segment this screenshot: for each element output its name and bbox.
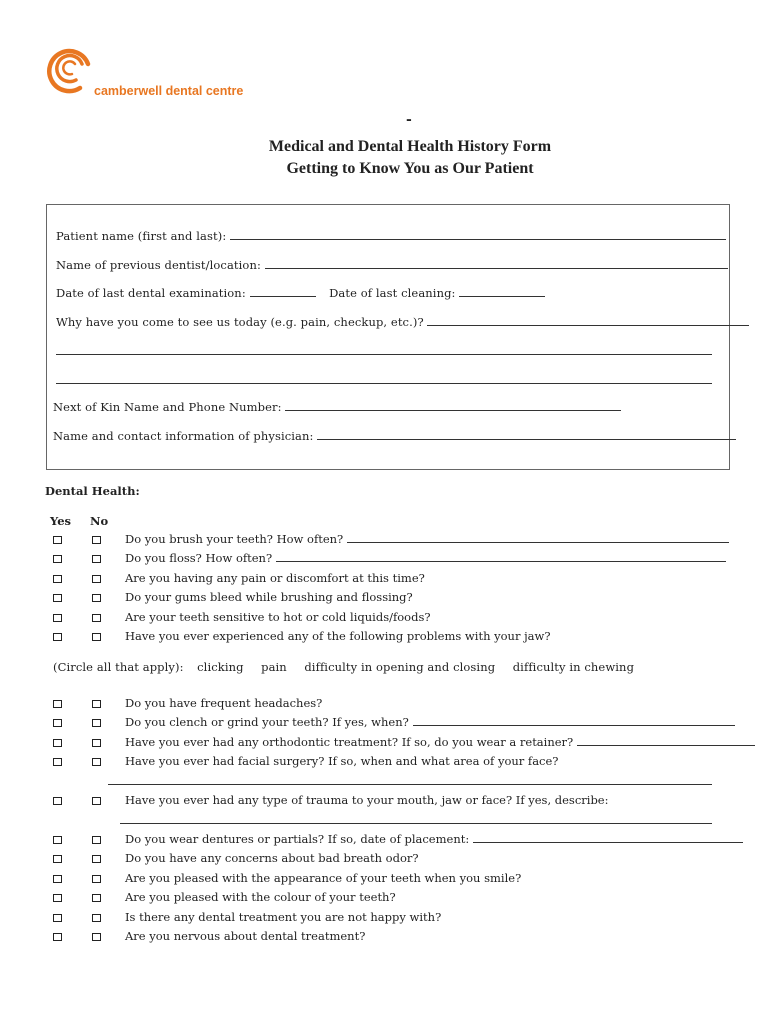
why-visit-row <box>56 315 749 329</box>
yes-checkbox[interactable] <box>53 758 62 766</box>
question-text: Are your teeth sensitive to hot or cold liquids/foods? <box>125 610 431 624</box>
question-text: Do you have any concerns about bad breath odor? <box>125 851 419 865</box>
patient-name-row <box>56 229 726 243</box>
question-row <box>125 629 551 643</box>
answer-field[interactable] <box>276 551 726 562</box>
no-checkbox[interactable] <box>92 700 101 708</box>
yes-checkbox[interactable] <box>53 633 62 641</box>
question-row <box>125 696 322 710</box>
question-row <box>125 890 396 904</box>
question-row <box>125 871 521 885</box>
no-checkbox[interactable] <box>92 594 101 602</box>
question-text: Do your gums bleed while brushing and flossing? <box>125 590 413 604</box>
trauma-question: Have you ever had any type of trauma to your mouth, jaw or face? If yes, describe: <box>125 793 609 807</box>
why-visit-line-2[interactable] <box>56 354 712 355</box>
question-row <box>125 610 431 624</box>
yes-checkbox[interactable] <box>53 836 62 844</box>
answer-field[interactable] <box>473 832 743 843</box>
separator-dash: - <box>406 112 412 128</box>
no-checkbox[interactable] <box>92 933 101 941</box>
why-visit-label: Why have you come to see us today (e.g. pain, checkup, etc.)? <box>56 315 424 329</box>
question-text: Have you ever had any orthodontic treatment? If so, do you wear a retainer? <box>125 735 574 749</box>
next-of-kin-field[interactable] <box>285 400 621 411</box>
no-checkbox[interactable] <box>92 739 101 747</box>
answer-field[interactable] <box>577 735 755 746</box>
answer-field[interactable] <box>413 715 735 726</box>
no-checkbox[interactable] <box>92 758 101 766</box>
yes-checkbox[interactable] <box>53 614 62 622</box>
no-checkbox[interactable] <box>92 614 101 622</box>
question-text: Are you having any pain or discomfort at this time? <box>125 571 425 585</box>
patient-name-field[interactable] <box>230 229 726 240</box>
circle-label: (Circle all that apply): <box>53 660 184 674</box>
question-text: Have you ever experienced any of the following problems with your jaw? <box>125 629 551 643</box>
yes-checkbox[interactable] <box>53 719 62 727</box>
last-cleaning-label: Date of last cleaning: <box>329 286 456 300</box>
answer-field[interactable] <box>347 532 729 543</box>
no-checkbox[interactable] <box>92 575 101 583</box>
last-exam-label: Date of last dental examination: <box>56 286 246 300</box>
yes-checkbox[interactable] <box>53 575 62 583</box>
last-cleaning-field[interactable] <box>459 286 545 297</box>
question-row <box>125 590 413 604</box>
previous-dentist-row <box>56 258 728 272</box>
yes-checkbox[interactable] <box>53 875 62 883</box>
no-checkbox[interactable] <box>92 875 101 883</box>
no-checkbox[interactable] <box>92 536 101 544</box>
no-checkbox[interactable] <box>92 555 101 563</box>
question-row <box>125 910 441 924</box>
yes-column-header: Yes <box>50 514 72 528</box>
question-row <box>125 754 558 768</box>
yes-checkbox[interactable] <box>53 855 62 863</box>
question-row <box>125 929 365 943</box>
question-text: Are you pleased with the appearance of your teeth when you smile? <box>125 871 522 885</box>
question-text: Do you floss? How often? <box>125 551 273 565</box>
camberwell-logo-icon <box>44 44 94 94</box>
facial-surgery-line[interactable] <box>108 784 712 785</box>
yes-checkbox[interactable] <box>53 739 62 747</box>
previous-dentist-label: Name of previous dentist/location: <box>56 258 261 272</box>
yes-checkbox[interactable] <box>53 536 62 544</box>
circle-option-difficulty-chewing[interactable]: difficulty in chewing <box>512 660 635 674</box>
previous-dentist-field[interactable] <box>265 258 728 269</box>
no-checkbox[interactable] <box>92 855 101 863</box>
why-visit-line-3[interactable] <box>56 383 712 384</box>
no-checkbox[interactable] <box>92 914 101 922</box>
next-of-kin-row <box>53 400 621 414</box>
no-column-header: No <box>90 514 109 528</box>
physician-field[interactable] <box>317 429 736 440</box>
question-row <box>125 551 726 565</box>
question-row <box>125 532 729 546</box>
question-row <box>125 851 419 865</box>
yes-checkbox[interactable] <box>53 933 62 941</box>
question-text: Is there any dental treatment you are not happy with? <box>125 910 442 924</box>
circle-option-clicking[interactable]: clicking <box>197 660 244 674</box>
physician-label: Name and contact information of physician: <box>53 429 314 443</box>
trauma-yes-checkbox[interactable] <box>53 797 62 805</box>
dental-health-heading: Dental Health: <box>45 484 140 498</box>
question-text: Have you ever had facial surgery? If so, when and what area of your face? <box>125 754 559 768</box>
why-visit-field[interactable] <box>427 315 749 326</box>
question-row <box>125 715 735 729</box>
brand-name: camberwell dental centre <box>94 84 244 98</box>
last-exam-field[interactable] <box>250 286 316 297</box>
question-text: Do you have frequent headaches? <box>125 696 323 710</box>
no-checkbox[interactable] <box>92 633 101 641</box>
form-subtitle: Getting to Know You as Our Patient <box>286 160 534 177</box>
no-checkbox[interactable] <box>92 894 101 902</box>
circle-options-row <box>53 660 634 674</box>
question-text: Do you wear dentures or partials? If so, date of placement: <box>125 832 470 846</box>
question-row <box>125 832 743 846</box>
circle-option-pain[interactable]: pain <box>261 660 287 674</box>
question-text: Do you brush your teeth? How often? <box>125 532 344 546</box>
dates-row <box>56 286 545 300</box>
yes-checkbox[interactable] <box>53 914 62 922</box>
form-title: Medical and Dental Health History Form <box>268 138 552 155</box>
yes-checkbox[interactable] <box>53 700 62 708</box>
trauma-line[interactable] <box>120 823 712 824</box>
question-text: Do you clench or grind your teeth? If yes, when? <box>125 715 409 729</box>
yes-checkbox[interactable] <box>53 555 62 563</box>
no-checkbox[interactable] <box>92 719 101 727</box>
circle-option-difficulty-opening[interactable]: difficulty in opening and closing <box>304 660 496 674</box>
question-row <box>125 735 755 749</box>
no-checkbox[interactable] <box>92 836 101 844</box>
yes-checkbox[interactable] <box>53 594 62 602</box>
question-row <box>125 571 425 585</box>
trauma-no-checkbox[interactable] <box>92 797 101 805</box>
question-text: Are you pleased with the colour of your teeth? <box>125 890 396 904</box>
patient-name-label: Patient name (first and last): <box>56 229 227 243</box>
question-text: Are you nervous about dental treatment? <box>125 929 366 943</box>
yes-checkbox[interactable] <box>53 894 62 902</box>
physician-row <box>53 429 736 443</box>
next-of-kin-label: Next of Kin Name and Phone Number: <box>53 400 282 414</box>
